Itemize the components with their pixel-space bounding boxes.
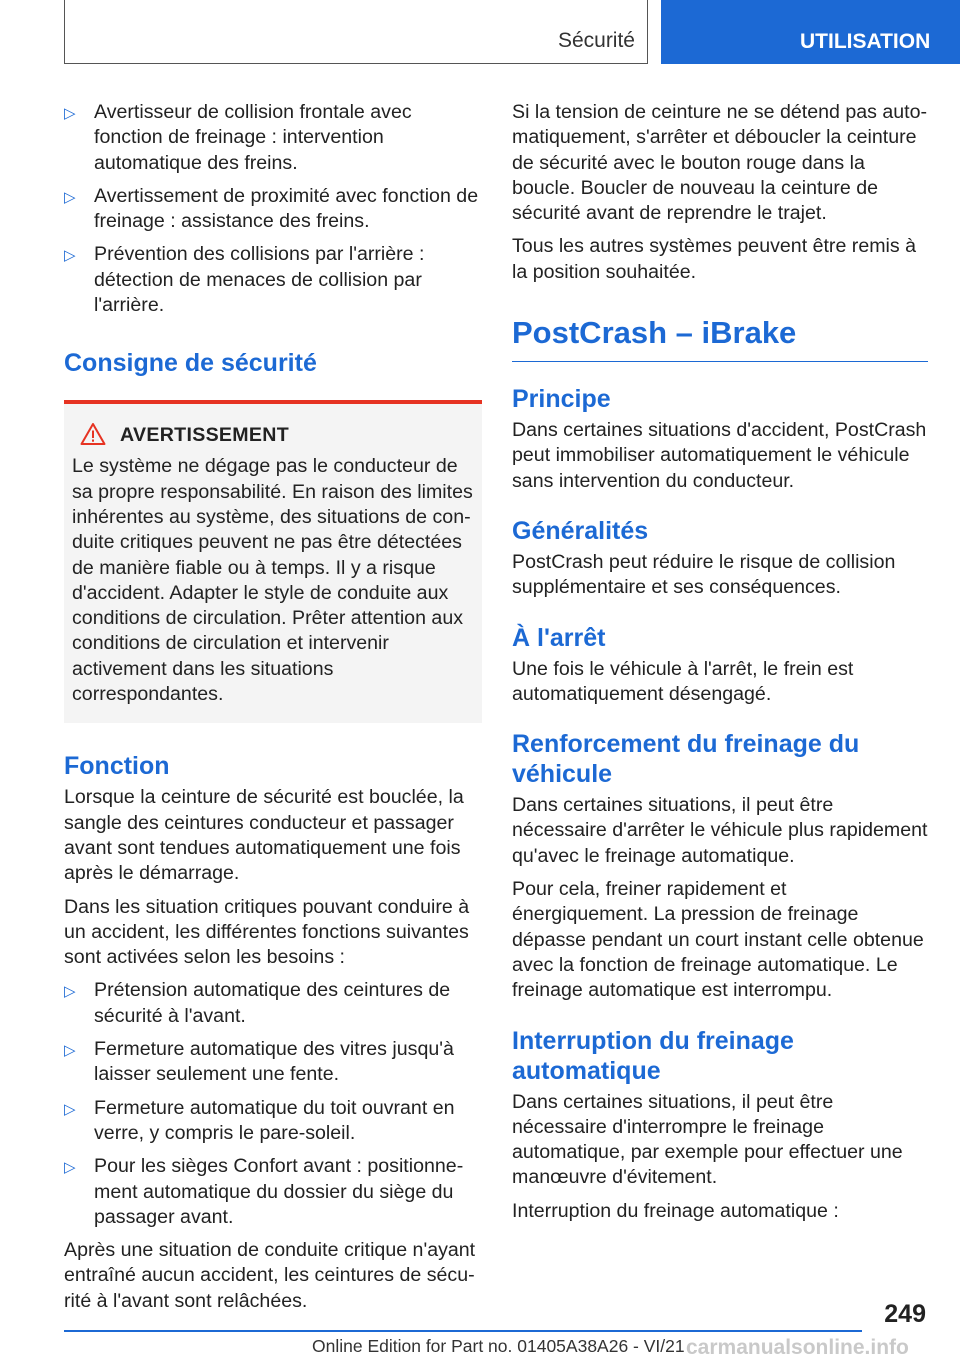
paragraph: Si la tension de ceinture ne se détend pas automatiquement, s'arrêter et déboucler la ceinture de sécurité avec le bouton rouge dans la boucle. Boucler de nouveau la ceinture de sécurité avant de reprendre le trajet.	[512, 101, 928, 225]
list-item: ▷ Fermeture automatique des vitres jusqu'à laisser seulement une fente.	[64, 1038, 454, 1086]
paragraph: Une fois le véhicule à l'arrêt, le frein est automatiquement désengagé.	[512, 657, 854, 705]
main-heading: PostCrash – iBrake	[512, 313, 928, 362]
left-column	[64, 100, 482, 1322]
paragraph: Tous les autres systèmes peuvent être remis à la position souhaitée.	[512, 235, 917, 283]
warning-triangle-icon	[80, 422, 106, 448]
list-item: ▷ Pour les sièges Confort avant : positionnement automatique du dossier du siège du passager avant.	[64, 1155, 464, 1228]
paragraph: Pour cela, freiner rapidement et énergiquement. La pression de freinage dépasse pendant un court instant celle obtenue avec la fonction de freinage automatique. Le freinage automatique est interrompu.	[512, 878, 924, 1002]
footer-divider	[64, 1330, 862, 1332]
header-chapter-tab	[661, 0, 960, 64]
header-chapter-title: UTILISATION	[800, 30, 931, 53]
list-item: ▷ Fermeture automatique du toit ouvrant en verre, y compris le pare-soleil.	[64, 1096, 455, 1144]
paragraph: Dans certaines situations d'accident, PostCrash peut immobiliser automatiquement le véhicule sans intervention du conducteur.	[512, 419, 927, 492]
paragraph: Dans les situation critiques pouvant conduire à un accident, les différentes fonctions suivantes sont activées selon les besoins :	[64, 895, 470, 969]
paragraph: Interruption du freinage automatique :	[512, 1199, 839, 1222]
triangle-right-icon: ▷	[64, 188, 76, 206]
triangle-right-icon: ▷	[64, 1042, 76, 1060]
header-section-box	[64, 0, 648, 64]
functions-list	[64, 978, 482, 1230]
fonction-heading: Fonction	[64, 752, 170, 781]
arret-heading: À l'arrêt	[512, 623, 606, 652]
triangle-right-icon: ▷	[64, 105, 76, 122]
list-item: ▷ Prétension automatique des ceintures de sécurité à l'avant.	[64, 979, 451, 1027]
warning-box	[64, 400, 482, 723]
warning-title: AVERTISSEMENT	[120, 423, 290, 446]
generalites-heading: Généralités	[512, 516, 649, 545]
interruption-heading: Interruption du freinage automatique	[512, 1026, 794, 1085]
renforcement-heading: Renforcement du freinage du véhicule	[512, 730, 860, 789]
warning-header	[72, 422, 474, 448]
list-item: ▷ Avertissement de proximité avec fonction de freinage : assistance des freins.	[64, 184, 479, 233]
safety-heading: Consigne de sécurité	[64, 349, 317, 378]
paragraph: Lorsque la ceinture de sécurité est bouclée, la sangle des ceintures conducteur et passager avant sont tendues automatiquement une fois après le démarrage.	[64, 786, 464, 885]
paragraph: Après une situation de conduite critique n'ayant entraîné aucun accident, les ceintures de sécurité à l'avant sont relâchées.	[64, 1239, 476, 1312]
collision-list	[64, 100, 482, 318]
triangle-right-icon: ▷	[64, 247, 76, 265]
list-item: ▷ Avertisseur de collision frontale avec fonction de freinage : intervention automatique des freins.	[64, 101, 412, 174]
triangle-right-icon: ▷	[64, 1159, 76, 1177]
right-column	[512, 100, 928, 1232]
list-item: ▷ Prévention des collisions par l'arrière : détection de menaces de collision par l'arrière.	[64, 243, 425, 317]
paragraph: PostCrash peut réduire le risque de collision supplémentaire et ses conséquences.	[512, 550, 896, 599]
paragraph: Dans certaines situations, il peut être nécessaire d'arrêter le véhicule plus rapidement qu'avec le freinage automatique.	[512, 794, 928, 867]
header-section-title: Sécurité	[557, 29, 635, 52]
triangle-right-icon: ▷	[64, 983, 76, 1001]
paragraph: Dans certaines situations, il peut être nécessaire d'interrompre le freinage automatique, par exemple pour effectuer une manœuvre d'évitement.	[512, 1090, 903, 1189]
footer-edition: Online Edition for Part no. 01405A38A26 - VI/21	[312, 1336, 685, 1356]
triangle-right-icon: ▷	[64, 1100, 76, 1118]
principe-heading: Principe	[512, 385, 611, 414]
page-number: 249	[884, 1300, 926, 1328]
warning-text: Le système ne dégage pas le conducteur de sa propre responsabilité. En raison des limites inhérentes au système, des situations de conduite critiques peuvent ne pas être détectées de manière fiable ou à temps. Il y a risque d'accident. Adapter le style de conduite aux conditions de circulation. Prêter attention aux conditions de circulation et intervenir activement dans les situations correspondantes.	[72, 455, 473, 706]
watermark: carmanualsonline.info	[686, 1336, 909, 1359]
